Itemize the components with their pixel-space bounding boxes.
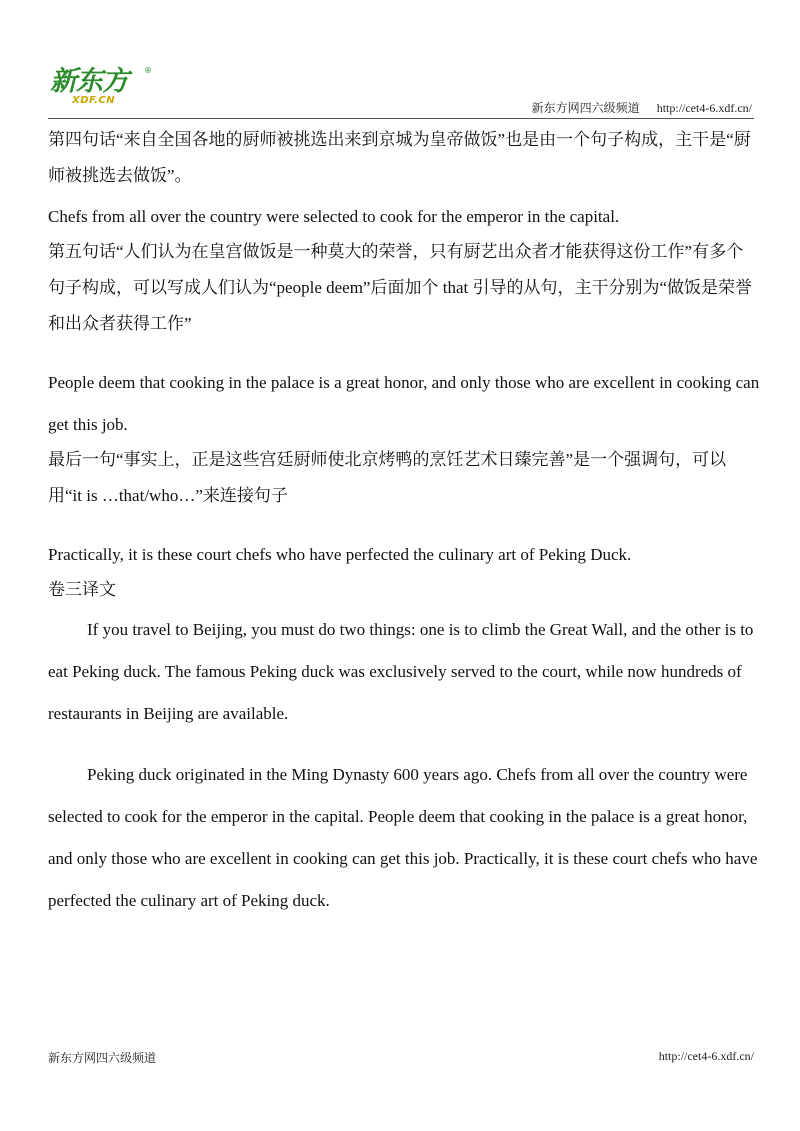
page-footer xyxy=(48,1049,754,1066)
paragraph-sentence-five-translation: People deem that cooking in the palace is a great honor, and only those who are excellent in cooking can get this job. xyxy=(48,373,760,434)
logo-registered-mark: ® xyxy=(144,66,152,75)
paragraph-last-sentence-analysis: 最后一句“事实上，正是这些宫廷厨师使北京烤鸭的烹饪艺术日臻完善”是一个强调句，可以用“it is …that/who…”来连接句子 xyxy=(48,450,727,505)
header-divider xyxy=(48,118,754,119)
paragraph-last-sentence-translation: Practically, it is these court chefs who have perfected the culinary art of Peking Duck. xyxy=(48,545,632,564)
xdf-logo xyxy=(50,66,160,110)
footer-site-url[interactable]: http://cet4-6.xdf.cn/ xyxy=(658,1049,754,1063)
header-site-url[interactable]: http://cet4-6.xdf.cn/ xyxy=(656,101,752,115)
logo-chinese-text: 新东方 xyxy=(50,66,128,97)
header-site-name: 新东方网四六级频道 xyxy=(531,101,640,115)
paragraph-sentence-four-translation: Chefs from all over the country were selected to cook for the emperor in the capital. xyxy=(48,207,620,226)
logo-english-text: XDF.CN xyxy=(72,95,116,106)
page-header xyxy=(0,0,800,120)
footer-site-name: 新东方网四六级频道 xyxy=(48,1051,157,1065)
translation-paragraph-one: If you travel to Beijing, you must do two things: one is to climb the Great Wall, and the other is to eat Peking duck. The famous Peking duck was exclusively served to the court, while now hundreds of restaurants in Beijing are available. xyxy=(48,620,754,723)
document-body xyxy=(48,122,760,922)
paragraph-sentence-four-analysis: 第四句话“来自全国各地的厨师被挑选出来到京城为皇帝做饭”也是由一个句子构成，主干是“厨师被挑选去做饭”。 xyxy=(48,130,751,185)
section-heading-translation: 卷三译文 xyxy=(48,580,116,599)
paragraph-sentence-five-analysis: 第五句话“人们认为在皇宫做饭是一种莫大的荣誉，只有厨艺出众者才能获得这份工作”有多个句子构成，可以写成人们认为“people deem”后面加个 that 引导的从句，主干分别为“做饭是荣誉和出众者获得工作” xyxy=(48,242,753,333)
header-site-info xyxy=(532,99,752,116)
translation-paragraph-two: Peking duck originated in the Ming Dynasty 600 years ago. Chefs from all over the country were selected to cook for the emperor in the capital. People deem that cooking in the palace is a great honor, and only those who are excellent in cooking can get this job. Practically, it is these court chefs who have perfected the culinary art of Peking duck. xyxy=(48,765,758,910)
